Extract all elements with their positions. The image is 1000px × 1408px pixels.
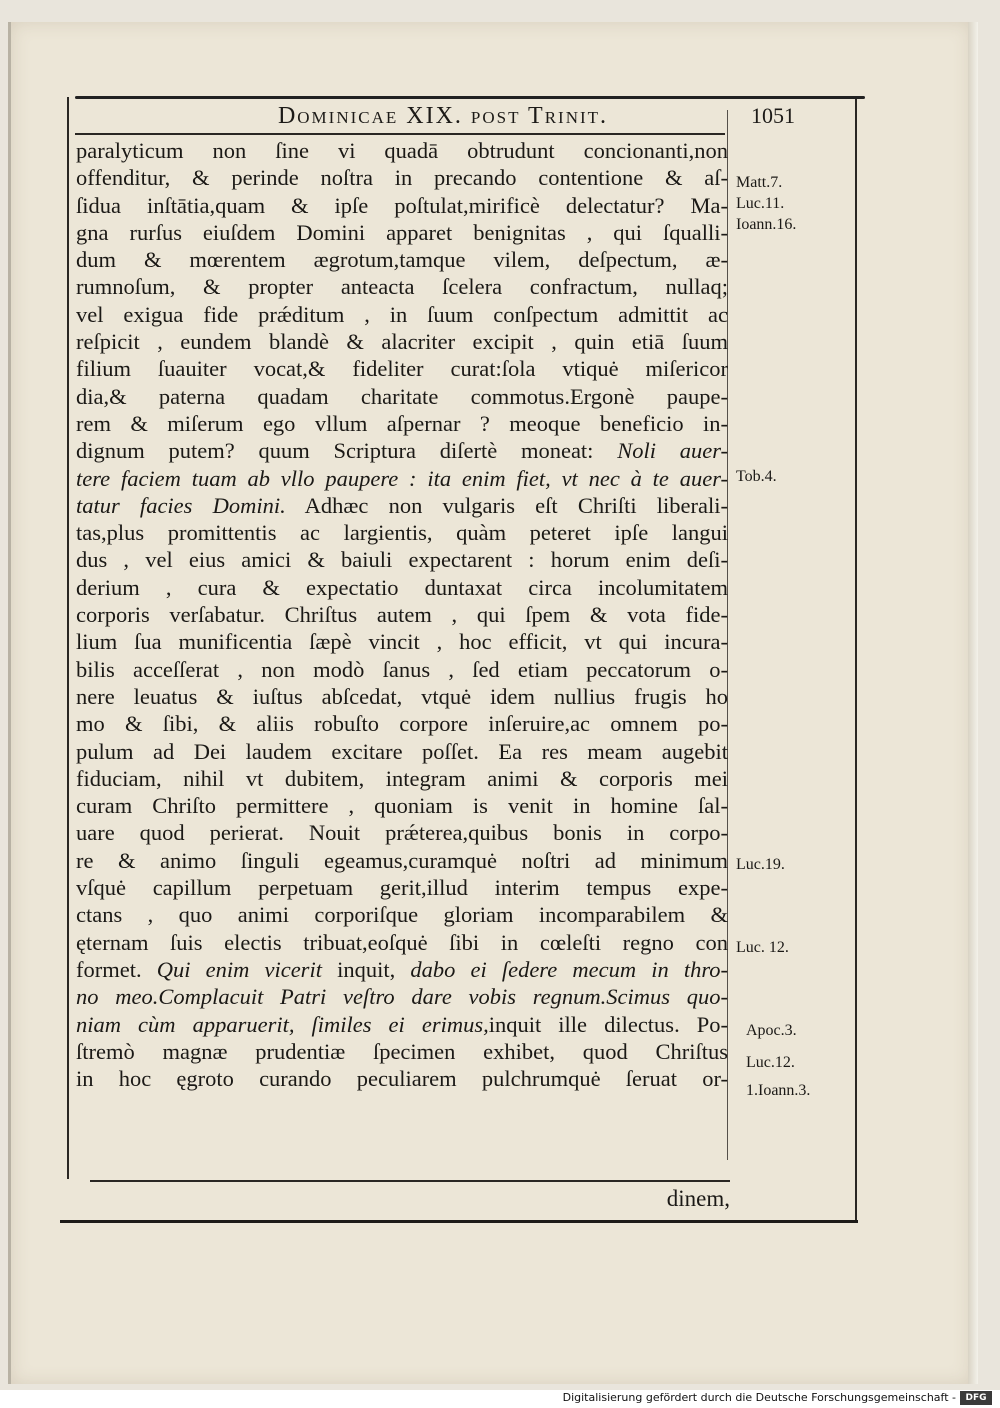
marginal-note-line: Apoc.3. — [746, 1022, 797, 1039]
roman-segment: inquit, — [321, 956, 411, 982]
text-line: mo & ſibi, & aliis robuſto corpore inſeruire,ac omnem po- — [76, 711, 728, 737]
text-line: ctans , quo animi corporiſque gloriam incomparabilem & — [76, 902, 728, 928]
text-line — [76, 1011, 728, 1038]
roman-segment: Adhæc non vulgaris eſt Chriſti liberali- — [285, 492, 728, 518]
text-line: ſidua inſtātia,quam & ipſe poſtulat,mirificè delectatur? Ma- — [76, 192, 728, 218]
header-rule — [75, 133, 725, 135]
funding-credit: Digitalisierung gefördert durch die Deutsche Forschungsgemeinschaft - — [562, 1391, 956, 1404]
bottom-rule — [90, 1180, 730, 1182]
text-line: dia,& paterna quadam charitate commotus.Ergonè paupe- — [76, 383, 728, 409]
text-line — [76, 492, 728, 519]
text-line: offenditur, & perinde noſtra in precando contentione & aſ- — [76, 165, 728, 191]
marginal-note-line: Luc.19. — [736, 856, 785, 873]
text-line: nere leuatus & iuſtus abſcedat, vtquė idem nullius frugis ho — [76, 683, 728, 709]
page-number: 1051 — [751, 103, 795, 128]
marginal-note — [736, 854, 846, 875]
text-line: lium ſua munificentia ſæpè vincit , hoc efficit, vt qui incura- — [76, 629, 728, 655]
text-line: filium ſuauiter vocat,& fideliter curat:ſola vtiquė miſericor — [76, 356, 728, 382]
marginal-note — [736, 466, 846, 487]
text-line: reſpicit , eundem blandè & alacriter excipit , quin etiā ſuum — [76, 329, 728, 355]
running-head: Dominicae XIX. post Trinit. — [277, 103, 609, 129]
page-edge — [968, 22, 978, 1384]
text-line: rem & miſerum ego vllum aſpernar ? meoque beneficio in- — [76, 410, 728, 436]
text-line: pulum ad Dei laudem excitare poſſet. Ea res meam augebit — [76, 738, 728, 764]
body-text — [76, 137, 728, 1092]
roman-segment: formet. — [76, 956, 157, 982]
text-line: uare quod perierat. Nouit prǽterea,quibus bonis in corpo- — [76, 820, 728, 846]
text-line: rumnoſum, & propter anteacta ſcelera confractum, nullaq; — [76, 274, 728, 300]
page-bottom-rule — [60, 1220, 858, 1223]
text-line: ęternam ſuis electis tribuat,eoſquė ſibi in cœleſti regno con — [76, 929, 728, 955]
marginal-note-line: Matt.7. — [736, 174, 783, 191]
text-line: ſtremò magnæ prudentiæ ſpecimen exhibet, quod Chriſtus — [76, 1038, 728, 1064]
text-line — [76, 956, 728, 983]
italic-segment: niam cùm apparuerit, ſimiles ei erimus, — [76, 1011, 489, 1037]
text-line: tere faciem tuam ab vllo paupere : ita enim fiet, vt nec à te auer- — [76, 465, 728, 491]
italic-segment: dabo ei ſedere mecum in thro- — [410, 956, 728, 982]
text-line: fiduciam, nihil vt dubitem, integram animi & corporis mei — [76, 765, 728, 791]
text-line: vſquė capillum perpetuam gerit,illud interim tempus expe- — [76, 875, 728, 901]
marginal-note — [736, 937, 846, 958]
text-line: curam Chriſto permittere , quoniam is venit in homine ſal- — [76, 793, 728, 819]
marginal-note — [746, 1020, 856, 1041]
marginal-note-line: 1.Ioann.3. — [746, 1082, 811, 1099]
marginal-note-line: Luc. 12. — [736, 939, 789, 956]
text-line: dum & mœrentem ægrotum,tamque vilem, deſpectum, æ- — [76, 247, 728, 273]
text-line: derium , cura & expectatio duntaxat circa incolumitatem — [76, 574, 728, 600]
text-line: tas,plus promittentis ac largientis, quàm peteret ipſe langui — [76, 520, 728, 546]
text-line: dus , vel eius amici & baiuli expectarent : horum enim deſi- — [76, 547, 728, 573]
text-line: bilis acceſſerat , non modò ſanus , ſed etiam peccatorum o- — [76, 656, 728, 682]
marginal-note-line: Tob.4. — [736, 468, 777, 485]
dfg-logo: DFG — [960, 1391, 992, 1405]
text-line: gna rurſus eiuſdem Domini apparet benignitas , qui ſqualli- — [76, 219, 728, 245]
top-rule — [75, 96, 865, 99]
marginal-note-line: Ioann.16. — [736, 216, 797, 233]
catchword: dinem, — [666, 1186, 730, 1211]
roman-segment: dignum putem? quum Scriptura diſertè moneat: — [76, 438, 618, 464]
roman-segment: inquit ille dilectus. Po- — [488, 1011, 728, 1037]
italic-segment: Qui enim vicerit — [156, 956, 322, 982]
marginal-note — [736, 172, 846, 235]
text-line: corporis verſabatur. Chriſtus autem , qui ſpem & vota fide- — [76, 602, 728, 628]
text-line: in hoc ęgroto curando peculiarem pulchrumquė ſeruat or- — [76, 1066, 728, 1092]
marginal-note — [746, 1080, 856, 1101]
page-header — [75, 103, 795, 133]
marginal-note — [746, 1052, 856, 1073]
frame-left-rule — [67, 97, 69, 1179]
footer-bar — [0, 1390, 1000, 1408]
text-line: re & animo ſinguli egeamus,curamquė noſtri ad minimum — [76, 847, 728, 873]
text-line: paralyticum non ſine vi quadā obtrudunt concionanti,non — [76, 138, 728, 163]
text-line — [76, 437, 728, 464]
marginal-note-line: Luc.12. — [746, 1054, 795, 1071]
text-line: vel exigua fide prǽditum , in ſuum conſpectum admittit ac — [76, 301, 728, 327]
text-line: no meo.Complacuit Patri veſtro dare vobis regnum.Scimus quo- — [76, 984, 728, 1010]
italic-segment: Noli auer- — [617, 438, 728, 464]
marginal-note-line: Luc.11. — [736, 195, 785, 212]
italic-segment: tatur facies Domini. — [76, 492, 286, 518]
